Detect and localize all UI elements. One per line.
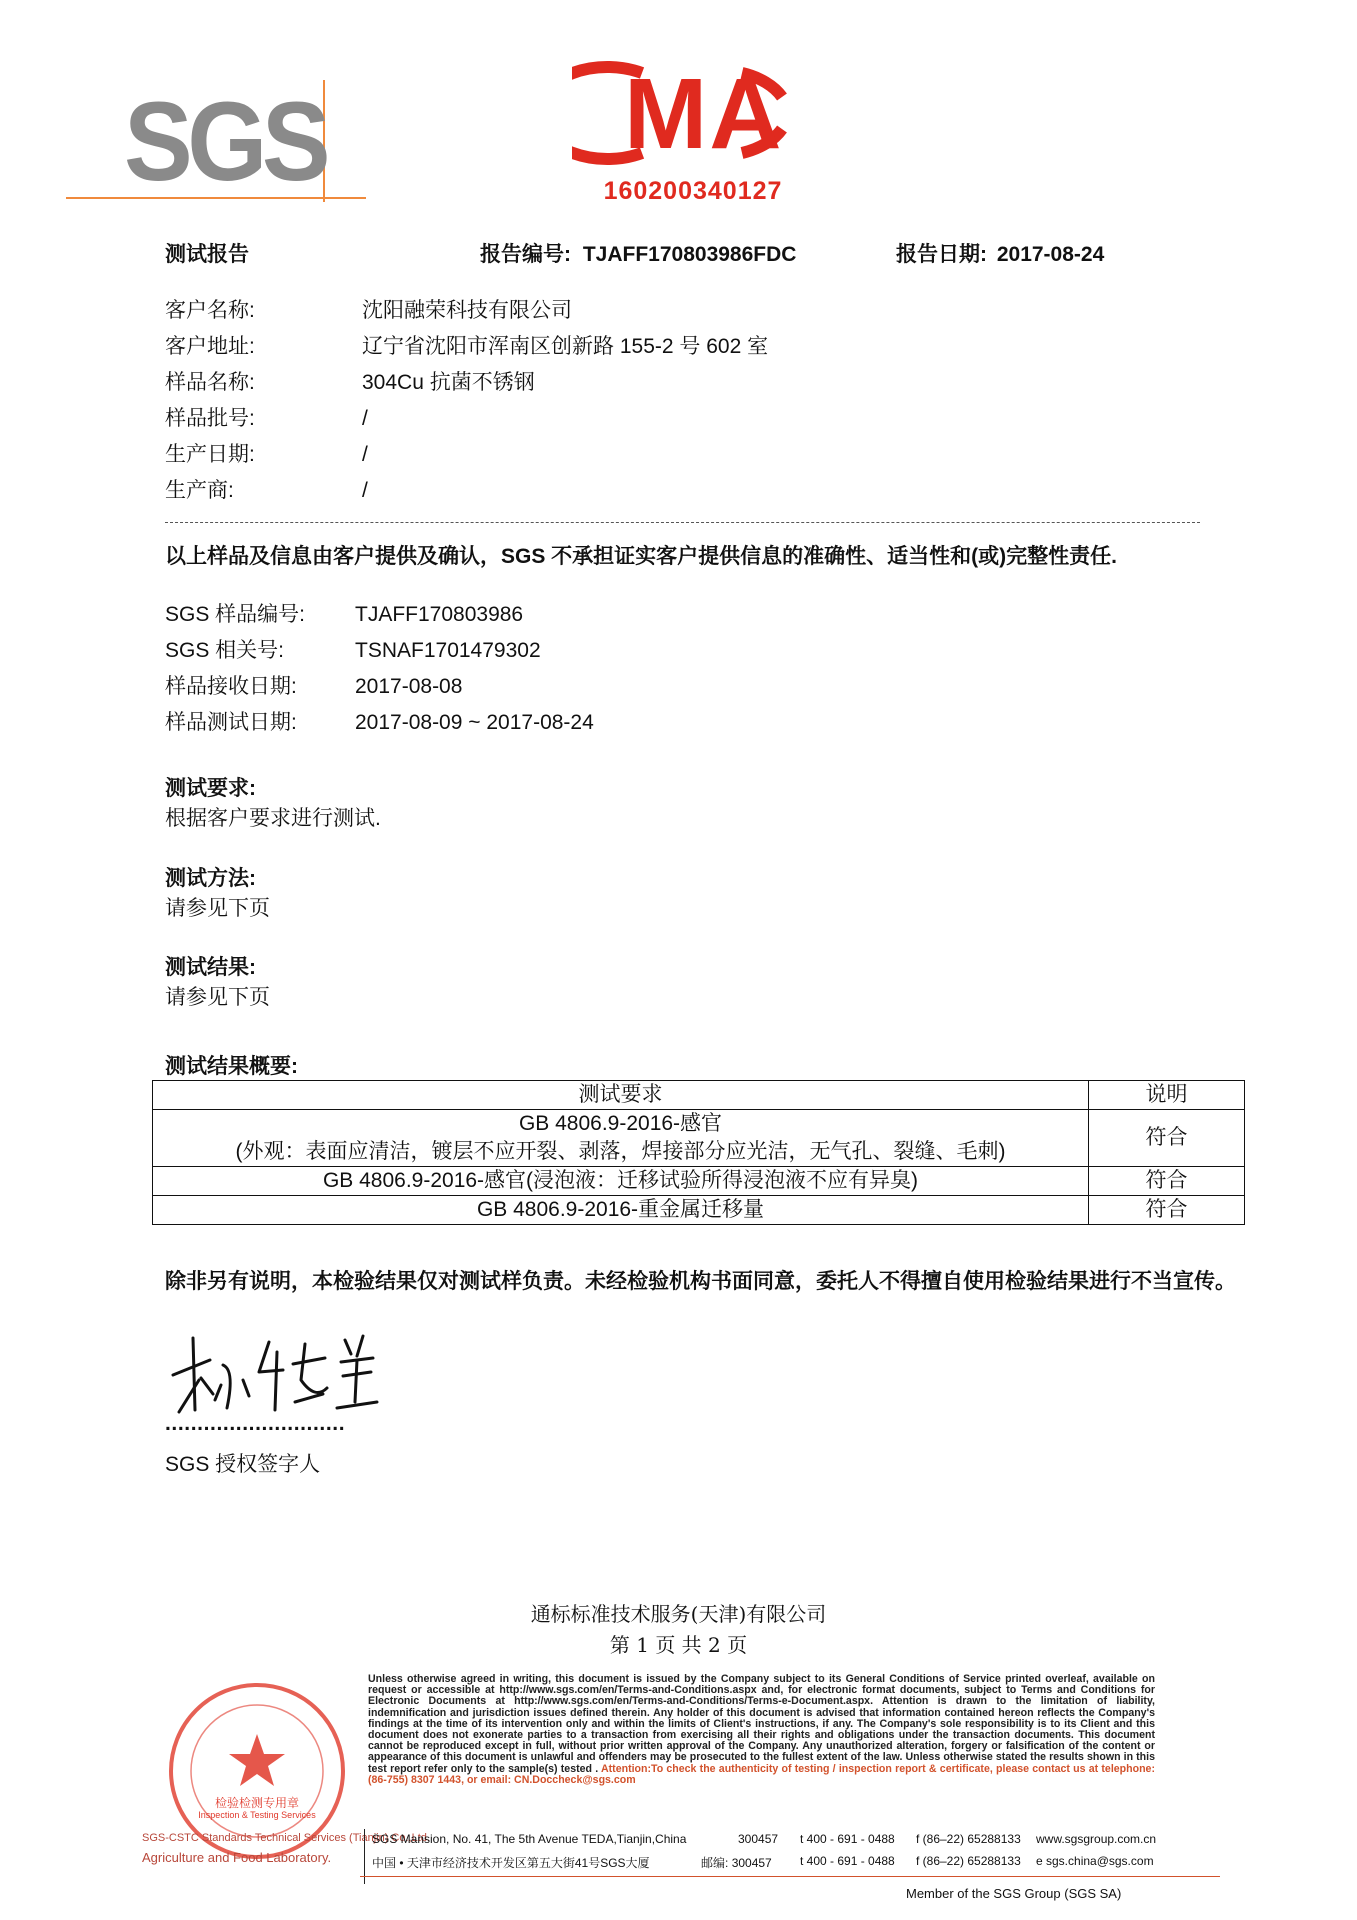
legal-terms-text: Unless otherwise agreed in writing, this document is issued by the Company subject to its General Conditions of Service printed overleaf, available on request or accessible at http://www.sgs.com/en/Terms-and-Conditions.aspx and, for electronic format documents, subject to Terms and Conditions for Electronic Documents at http://www.sgs.com/en/Terms-and-Conditions/Terms-e-Document.aspx. Attention is drawn to the limitation of liability, indemnification and jurisdiction issues defined therein. Any holder of this document is advised that information contained hereon reflects the Company's findings at the time of its intervention only and within the limits of Client's instructions, if any. The Company's sole responsibility is to its Client and this document does not exonerate parties to a transaction from exercising all their rights and obligations under the transaction documents. This document cannot be reproduced except in full, without prior written approval of the Company. Any unauthorized alteration, forgery or falsification of the content or appearance of this document is unlawful and offenders may be prosecuted to the fullest extent of the law. Unless otherwise stated the results shown in this test report refer only to the sample(s) tested . [368, 1673, 1155, 1775]
requirement-line: (外观：表面应清洁，镀层不应开裂、剥落，焊接部分应光洁，无气孔、裂缝、毛刺) [235, 1140, 1006, 1163]
manufacturer-label: 生产商: [165, 479, 234, 502]
footer-en-address: SGS Mansion, No. 41, The 5th Avenue TEDA,Tianjin,China [372, 1832, 687, 1846]
requirement-cell [153, 1110, 1089, 1167]
footer-en-tel: t 400 - 691 - 0488 [800, 1832, 895, 1846]
requirement-line: GB 4806.9-2016-感官 [518, 1112, 723, 1135]
batch-value: / [362, 407, 368, 430]
result-body: 请参见下页 [165, 986, 270, 1009]
note-cell: 符合 [1089, 1110, 1245, 1167]
summary-table [152, 1080, 1245, 1225]
dashed-divider [165, 522, 1200, 523]
client-address-value: 辽宁省沈阳市浑南区创新路 155-2 号 602 室 [362, 335, 769, 358]
statement-text: 除非另有说明，本检验结果仅对测试样负责。未经检验机构书面同意，委托人不得擅自使用检验结果进行不当宣传。 [165, 1270, 1236, 1293]
cma-letters: MA [624, 58, 784, 170]
requirement-cell: GB 4806.9-2016-重金属迁移量 [153, 1196, 1089, 1225]
member-text: Member of the SGS Group (SGS SA) [906, 1886, 1122, 1901]
requirement-cell: GB 4806.9-2016-感官(浸泡液：迁移试验所得浸泡液不应有异臭) [153, 1167, 1089, 1196]
footer-cn-zip-label: 邮编: [701, 1856, 729, 1870]
result-title: 测试结果: [165, 956, 256, 979]
footer-cn-zip [701, 1854, 772, 1871]
footer-en-zip: 300457 [738, 1832, 779, 1846]
summary-title: 测试结果概要: [165, 1055, 298, 1078]
method-title: 测试方法: [165, 867, 256, 890]
report-date [896, 238, 1104, 268]
footer-cn-fax: f (86–22) 65288133 [916, 1854, 1021, 1868]
footer-cn-email: e sgs.china@sgs.com [1036, 1854, 1154, 1868]
requirement-title: 测试要求: [165, 777, 256, 800]
report-date-value: 2017-08-24 [996, 243, 1105, 266]
company-name: 通标标准技术服务(天津)有限公司 [530, 1602, 827, 1626]
stamp-english-text: Inspection & Testing Services [198, 1810, 316, 1820]
batch-label: 样品批号: [165, 407, 255, 430]
method-body: 请参见下页 [165, 897, 270, 920]
disclaimer-text: 以上样品及信息由客户提供及确认，SGS 不承担证实客户提供信息的准确性、适当性和(或)完整性责任. [165, 545, 1117, 568]
sgs-sample-no-value: TJAFF170803986 [355, 603, 524, 626]
footer-en-web: www.sgsgroup.com.cn [1036, 1832, 1157, 1846]
report-number-value: TJAFF170803986FDC [582, 243, 797, 266]
sample-name-value: 304Cu 抗菌不锈钢 [362, 371, 535, 394]
footer-cn-zip-value: 300457 [731, 1856, 772, 1870]
table-header-row [153, 1081, 1245, 1110]
sgs-logo [66, 72, 366, 212]
page-number: 第 1 页 共 2 页 [609, 1633, 748, 1657]
attention-text: Attention:To check the authenticity of testing / inspection report & certificate, please contact us at telephone:(86-755) 8307 1443, or email: CN.Doccheck@sgs.com [368, 1762, 1155, 1786]
table-row [153, 1196, 1245, 1225]
receive-date-value: 2017-08-08 [355, 675, 463, 698]
lab-name-line2: Agriculture and Food Laboratory. [142, 1850, 332, 1865]
report-number-label: 报告编号: [480, 243, 571, 266]
signer-label: SGS 授权签字人 [165, 1453, 321, 1476]
report-date-label: 报告日期: [896, 243, 987, 266]
lab-name-line1: SGS-CSTC Standards Technical Services (Tianjin) Co.,Ltd. [142, 1832, 430, 1844]
handwritten-signature [165, 1330, 380, 1420]
sgs-ref-no-label: SGS 相关号: [165, 639, 285, 662]
report-title: 测试报告 [165, 243, 249, 266]
signature-dots: ............................ [165, 1412, 346, 1435]
footer-en-fax: f (86–22) 65288133 [916, 1832, 1021, 1846]
table-row [153, 1110, 1245, 1167]
receive-date-label: 样品接收日期: [165, 675, 297, 698]
report-number [480, 238, 796, 268]
manufacturer-value: / [362, 479, 368, 502]
note-cell: 符合 [1089, 1167, 1245, 1196]
note-cell: 符合 [1089, 1196, 1245, 1225]
client-name-label: 客户名称: [165, 299, 255, 322]
header-requirement: 测试要求 [153, 1081, 1089, 1110]
table-row [153, 1167, 1245, 1196]
requirement-body: 根据客户要求进行测试. [165, 807, 381, 830]
sgs-logo-text: SGS [124, 79, 326, 204]
cma-logo [572, 55, 807, 205]
footer-rule [360, 1876, 1220, 1877]
production-date-label: 生产日期: [165, 443, 255, 466]
footer-cn-tel: t 400 - 691 - 0488 [800, 1854, 895, 1868]
client-name-value: 沈阳融荣科技有限公司 [362, 299, 572, 322]
footer-cn-address: 中国 • 天津市经济技术开发区第五大街41号SGS大厦 [372, 1856, 650, 1870]
header-note: 说明 [1089, 1081, 1245, 1110]
stamp-center-text: 检验检测专用章 [214, 1796, 299, 1810]
client-address-label: 客户地址: [165, 335, 255, 358]
test-date-label: 样品测试日期: [165, 711, 297, 734]
sample-name-label: 样品名称: [165, 371, 255, 394]
sgs-ref-no-value: TSNAF1701479302 [355, 639, 541, 662]
production-date-value: / [362, 443, 368, 466]
test-date-value: 2017-08-09 ~ 2017-08-24 [355, 711, 594, 734]
sgs-sample-no-label: SGS 样品编号: [165, 603, 306, 626]
cma-number: 160200340127 [603, 177, 783, 205]
legal-terms [368, 1674, 1155, 1786]
